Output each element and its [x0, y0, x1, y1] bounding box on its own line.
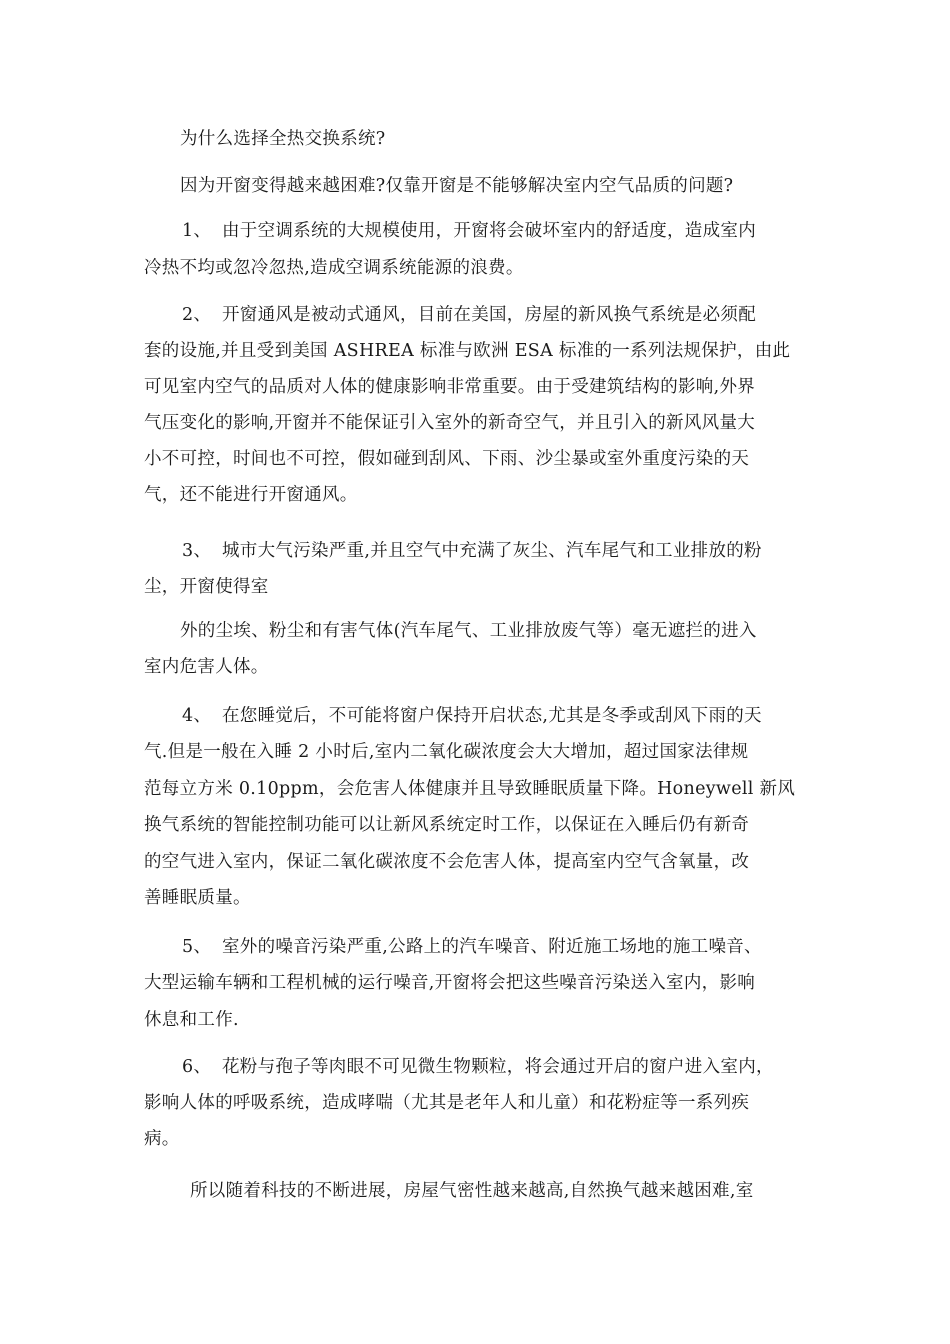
p3-line: 外的尘埃、粉尘和有害气体(汽车尾气、工业排放废气等）毫无遮拦的进入 — [180, 621, 757, 641]
p6-number: 6、 — [182, 1057, 212, 1077]
p3-line: 室内危害人体。 — [144, 657, 269, 677]
p2-line: 小不可控，时间也不可控，假如碰到刮风、下雨、沙尘暴或室外重度污染的天 — [144, 449, 750, 469]
document-heading: 为什么选择全热交换系统? — [180, 129, 386, 149]
p5-number: 5、 — [182, 937, 212, 957]
p6-line: 影响人体的呼吸系统，造成哮喘（尤其是老年人和儿童）和花粉症等一系列疾 — [144, 1093, 750, 1113]
p2-line: 套的设施,并且受到美国 ASHREA 标准与欧洲 ESA 标准的一系列法规保护，由此 — [144, 341, 791, 361]
p2-line: 气压变化的影响,开窗并不能保证引入室外的新奇空气，并且引入的新风风量大 — [144, 413, 756, 433]
p4-line: 气.但是一般在入睡 2 小时后,室内二氧化碳浓度会大大增加，超过国家法律规 — [144, 742, 749, 762]
p1-number: 1、 — [182, 221, 212, 241]
p3-line: 城市大气污染严重,并且空气中充满了灰尘、汽车尾气和工业排放的粉 — [222, 541, 762, 561]
p6-line: 花粉与孢子等肉眼不可见微生物颗粒，将会通过开启的窗户进入室内， — [222, 1057, 774, 1077]
conclusion-line: 所以随着科技的不断进展，房屋气密性越来越高,自然换气越来越困难,室 — [190, 1181, 754, 1201]
p4-line: 换气系统的智能控制功能可以让新风系统定时工作，以保证在入睡后仍有新奇 — [144, 815, 750, 835]
p5-line: 大型运输车辆和工程机械的运行噪音,开窗将会把这些噪音污染送入室内，影响 — [144, 973, 756, 993]
p2-line: 开窗通风是被动式通风，目前在美国，房屋的新风换气系统是必须配 — [222, 305, 756, 325]
p1-line: 冷热不均或忽冷忽热,造成空调系统能源的浪费。 — [144, 258, 524, 278]
p4-line: 范每立方米 0.10ppm，会危害人体健康并且导致睡眠质量下降。Honeywell 新风 — [144, 779, 796, 799]
p2-line: 可见室内空气的品质对人体的健康影响非常重要。由于受建筑结构的影响,外界 — [144, 377, 756, 397]
p4-line: 善睡眠质量。 — [144, 888, 251, 908]
p5-line: 休息和工作. — [144, 1010, 239, 1030]
p2-line: 气，还不能进行开窗通风。 — [144, 485, 358, 505]
p2-number: 2、 — [182, 305, 212, 325]
p5-line: 室外的噪音污染严重,公路上的汽车噪音、附近施工场地的施工噪音、 — [222, 937, 762, 957]
p4-line: 在您睡觉后，不可能将窗户保持开启状态,尤其是冬季或刮风下雨的天 — [222, 706, 762, 726]
p1-line: 由于空调系统的大规模使用，开窗将会破坏室内的舒适度，造成室内 — [222, 221, 756, 241]
p3-line: 尘，开窗使得室 — [144, 577, 269, 597]
p4-number: 4、 — [182, 706, 212, 726]
p6-line: 病。 — [144, 1129, 180, 1149]
p3-number: 3、 — [182, 541, 212, 561]
p4-line: 的空气进入室内，保证二氧化碳浓度不会危害人体，提高室内空气含氧量，改 — [144, 852, 750, 872]
intro-paragraph: 因为开窗变得越来越困难?仅靠开窗是不能够解决室内空气品质的问题? — [180, 176, 734, 196]
